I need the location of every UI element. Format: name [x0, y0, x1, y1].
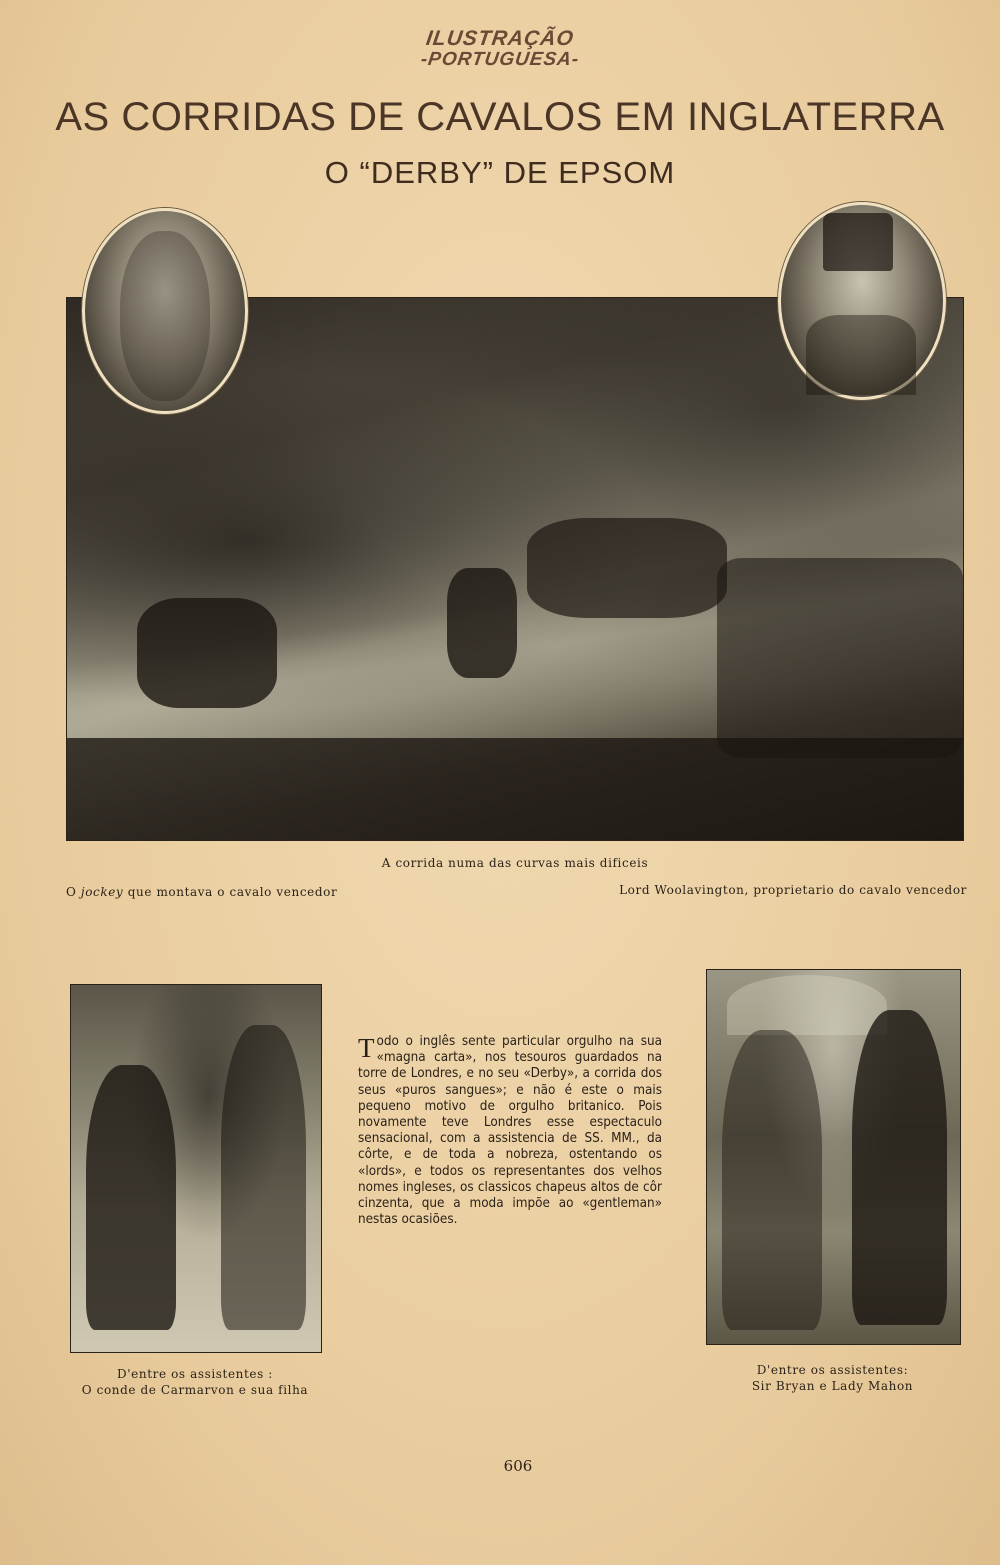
horse-group-right [527, 518, 727, 618]
jockey-caption-suffix: que montava o cavalo vencedor [127, 885, 338, 899]
page-title: AS CORRIDAS DE CAVALOS EM INGLATERRA [55, 95, 945, 139]
jockey-caption-italic: jockey [80, 885, 124, 899]
masthead-line2: -PORTUGUESA- [419, 49, 581, 70]
crowd-right [717, 558, 963, 758]
main-photo-caption: A corrida numa das curvas mais dificeis [381, 856, 649, 870]
mahon-caption [706, 1362, 959, 1394]
horse-group-center [447, 568, 517, 678]
owner-portrait [778, 202, 946, 400]
carmarvon-caption-line2: O conde de Carmarvon e sua filha [81, 1383, 309, 1397]
article-text: odo o inglês sente particular orgulho na sua «magna carta», nos tesouros guardados na torre de Londres, e no seu «Derby», a corrida dos seus «puros sangues»; e não é este o mais pequeno motivo de orgulho britanico. Pois novamente teve Londres esse espectaculo sensacional, com a assistencia de SS. MM., da côrte, e de toda a nobreza, ostentando os «lords», e todos os representantes dos velhos nomes ingleses, os classicos chapeus altos de côr cinzenta, que a moda impõe ao «gentleman» nestas ocasiões. [358, 1034, 662, 1228]
carmarvon-caption-line1: D'entre os assistentes : [117, 1367, 273, 1381]
owner-figure [806, 315, 916, 395]
masthead-line1: ILUSTRAÇÃO [424, 27, 576, 50]
carmarvon-caption [70, 1366, 320, 1398]
article-body [358, 1034, 662, 1228]
page-subtitle: O “DERBY” DE EPSOM [324, 155, 676, 190]
sir-bryan-figure [852, 1010, 947, 1325]
mahon-photo [706, 969, 961, 1345]
umbrella-icon [727, 975, 887, 1035]
mahon-caption-line2: Sir Bryan e Lady Mahon [751, 1379, 914, 1393]
carmarvon-photo [70, 984, 322, 1353]
jockey-figure [120, 231, 210, 401]
horse-group-left [137, 598, 277, 708]
jockey-caption-prefix: O [66, 885, 77, 899]
top-hat-icon [823, 213, 893, 271]
masthead [0, 28, 1000, 70]
mahon-caption-line1: D'entre os assistentes: [756, 1363, 909, 1377]
jockey-portrait [82, 208, 248, 414]
article-dropcap: T [358, 1033, 375, 1063]
jockey-caption [66, 885, 337, 899]
page-number: 606 [503, 1457, 533, 1475]
daughter-figure [86, 1065, 176, 1330]
earl-figure [221, 1025, 306, 1330]
owner-caption: Lord Woolavington, proprietario do cavalo vencedor [619, 883, 967, 897]
lady-figure [722, 1030, 822, 1330]
